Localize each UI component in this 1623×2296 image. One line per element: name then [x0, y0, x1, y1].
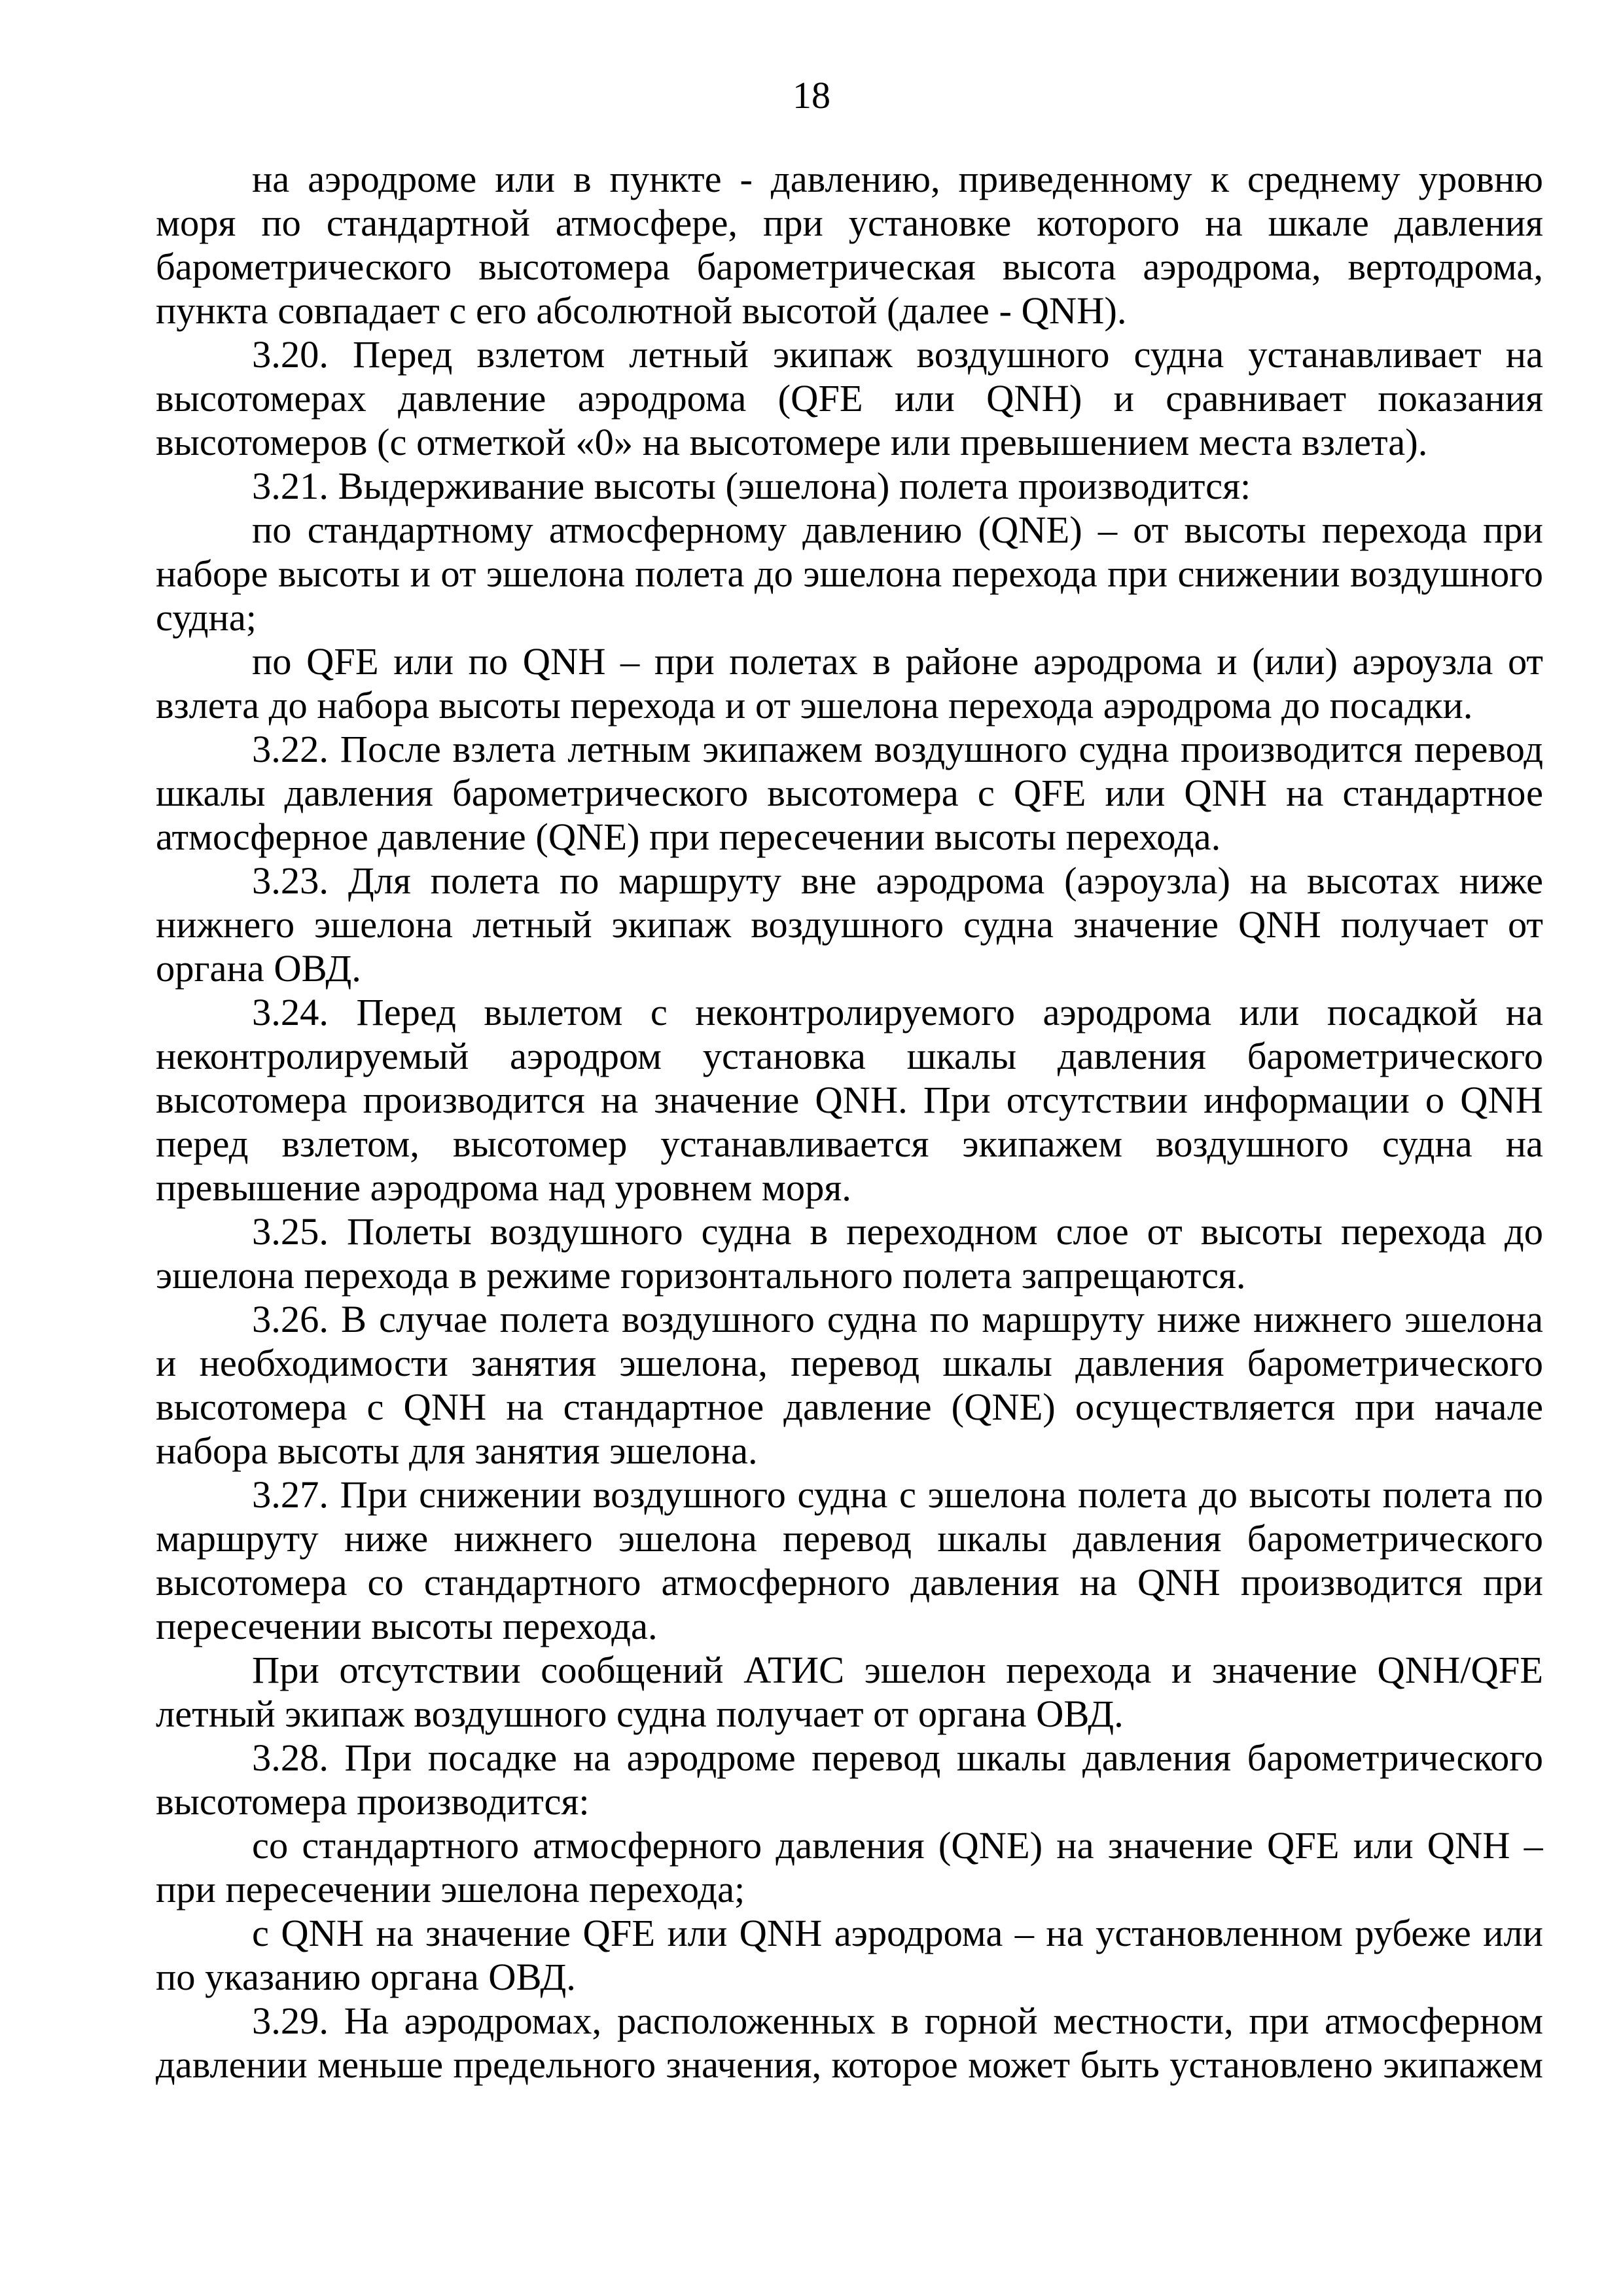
- text-line: атмосферное давление (QNE) при пересечении высоты перехода.: [156, 816, 1221, 858]
- text-line: с QNH на значение QFE или QNH аэродрома – на установленном рубеже или: [252, 1912, 1543, 1954]
- paragraph: [156, 859, 1543, 990]
- text-line: по QFE или по QNH – при полетах в районе аэродрома и (или) аэроузла от: [252, 640, 1543, 683]
- text-line: наборе высоты и от эшелона полета до эшелона перехода при снижении воздушного: [156, 552, 1543, 595]
- text-line: пересечении высоты перехода.: [156, 1605, 658, 1647]
- paragraph: [156, 1648, 1543, 1736]
- text-line: по стандартному атмосферному давлению (QNE) – от высоты перехода при: [252, 509, 1543, 551]
- text-line: набора высоты для занятия эшелона.: [156, 1429, 758, 1472]
- text-line: на аэродроме или в пункте - давлению, приведенному к среднему уровню: [252, 158, 1543, 200]
- text-line: нижнего эшелона летный экипаж воздушного судна значение QNH получает от: [156, 903, 1543, 946]
- page-number: 18: [793, 74, 830, 117]
- text-line: судна;: [156, 596, 257, 639]
- text-line: со стандартного атмосферного давления (QNE) на значение QFE или QNH –: [252, 1824, 1543, 1867]
- paragraph: [156, 157, 1543, 332]
- text-line: 3.26. В случае полета воздушного судна по маршруту ниже нижнего эшелона: [252, 1298, 1543, 1340]
- text-line: эшелона перехода в режиме горизонтального полета запрещаются.: [156, 1254, 1246, 1297]
- paragraph: [156, 1823, 1543, 1911]
- text-line: 3.23. Для полета по маршруту вне аэродрома (аэроузла) на высотах ниже: [252, 859, 1543, 902]
- text-line: барометрического высотомера барометрическая высота аэродрома, вертодрома,: [156, 245, 1543, 288]
- text-line: и необходимости занятия эшелона, перевод шкалы давления барометрического: [156, 1342, 1543, 1384]
- paragraph: [156, 1473, 1543, 1648]
- text-line: высотомеров (с отметкой «0» на высотомере или превышением места взлета).: [156, 421, 1428, 463]
- text-line: летный экипаж воздушного судна получает от органа ОВД.: [156, 1693, 1124, 1735]
- text-line: 3.27. При снижении воздушного судна с эшелона полета до высоты полета по: [252, 1473, 1543, 1516]
- text-line: превышение аэродрома над уровнем моря.: [156, 1166, 851, 1209]
- text-line: 3.22. После взлета летным экипажем воздушного судна производится перевод: [252, 728, 1543, 770]
- text-line: 3.25. Полеты воздушного судна в переходном слое от высоты перехода до: [252, 1210, 1543, 1253]
- paragraph: [156, 639, 1543, 727]
- paragraph: [156, 990, 1543, 1210]
- text-line: при пересечении эшелона перехода;: [156, 1868, 745, 1910]
- text-line: высотомера производится на значение QNH. При отсутствии информации о QNH: [156, 1079, 1543, 1121]
- text-line: шкалы давления барометрического высотомера с QFE или QNH на стандартное: [156, 772, 1543, 814]
- text-line: высотомерах давление аэродрома (QFE или QNH) и сравнивает показания: [156, 377, 1543, 420]
- text-line: пункта совпадает с его абсолютной высотой (далее - QNH).: [156, 289, 1127, 332]
- text-line: высотомера производится:: [156, 1780, 590, 1823]
- paragraph: [156, 508, 1543, 639]
- paragraph: [156, 1736, 1543, 1823]
- text-line: 3.20. Перед взлетом летный экипаж воздушного судна устанавливает на: [252, 333, 1543, 376]
- paragraph: [156, 727, 1543, 859]
- text-line: 3.29. На аэродромах, расположенных в горной местности, при атмосферном: [252, 2000, 1543, 2042]
- text-line: 3.24. Перед вылетом с неконтролируемого аэродрома или посадкой на: [252, 991, 1543, 1033]
- paragraph: [156, 1999, 1543, 2087]
- text-line: маршруту ниже нижнего эшелона перевод шкалы давления барометрического: [156, 1517, 1543, 1560]
- text-line: перед взлетом, высотомер устанавливается экипажем воздушного судна на: [156, 1122, 1543, 1165]
- text-line: моря по стандартной атмосфере, при установке которого на шкале давления: [156, 202, 1543, 244]
- text-line: органа ОВД.: [156, 947, 361, 990]
- text-line: 3.21. Выдерживание высоты (эшелона) полета производится:: [252, 465, 1251, 507]
- text-line: взлета до набора высоты перехода и от эшелона перехода аэродрома до посадки.: [156, 684, 1473, 726]
- document-body: [156, 157, 1543, 2087]
- text-line: высотомера со стандартного атмосферного давления на QNH производится при: [156, 1561, 1543, 1604]
- text-line: 3.28. При посадке на аэродроме перевод шкалы давления барометрического: [252, 1736, 1543, 1779]
- paragraph: [156, 464, 1543, 508]
- text-line: При отсутствии сообщений АТИС эшелон перехода и значение QNH/QFE: [252, 1649, 1543, 1691]
- paragraph: [156, 1210, 1543, 1297]
- text-line: неконтролируемый аэродром установка шкалы давления барометрического: [156, 1035, 1543, 1077]
- text-line: давлении меньше предельного значения, которое может быть установлено экипажем: [156, 2043, 1543, 2086]
- text-line: высотомера с QNH на стандартное давление (QNE) осуществляется при начале: [156, 1386, 1543, 1428]
- paragraph: [156, 1911, 1543, 1999]
- paragraph: [156, 332, 1543, 464]
- text-line: по указанию органа ОВД.: [156, 1956, 576, 1998]
- paragraph: [156, 1297, 1543, 1473]
